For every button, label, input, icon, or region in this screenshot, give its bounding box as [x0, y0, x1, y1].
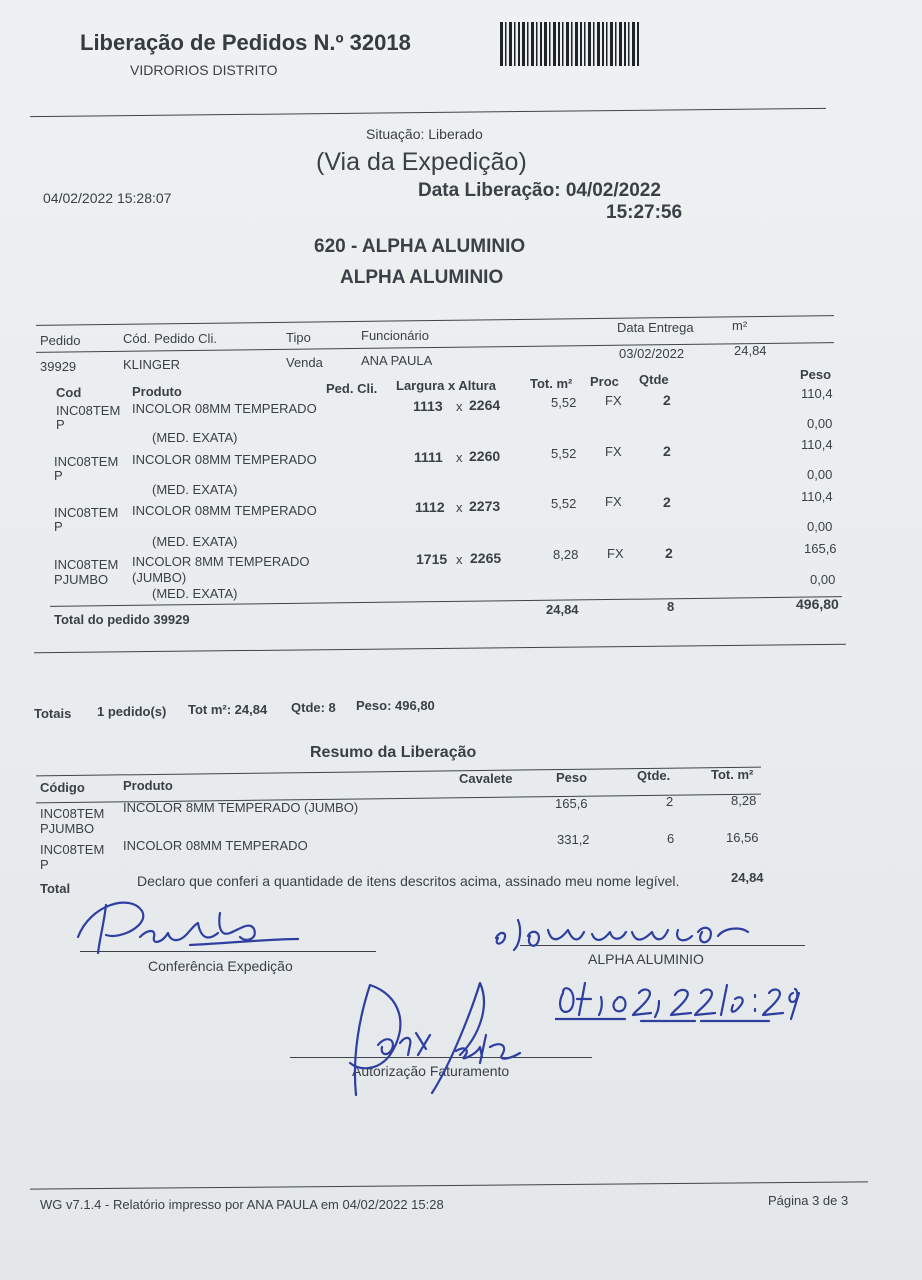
handwritten-signature-authorization: [330, 975, 540, 1105]
totals-label: Totais: [34, 706, 72, 721]
item-product: INCOLOR 08MM TEMPERADO: [132, 503, 317, 518]
handwritten-signature-client: [492, 910, 762, 960]
order-total-weight: 496,80: [796, 596, 839, 612]
order-total-label: Total do pedido 39929: [54, 612, 190, 627]
item-height: 2264: [469, 397, 501, 413]
item-height: 2273: [469, 498, 501, 514]
totals-m2: Tot m²: 24,84: [188, 702, 268, 717]
item-weight: 110,4: [801, 489, 833, 504]
summary-row-weight: 165,6: [555, 796, 588, 811]
totals-weight: Peso: 496,80: [356, 698, 435, 713]
item-code: INC08TEM: [54, 454, 119, 469]
item-note: (MED. EXATA): [152, 430, 238, 445]
item-width: 1113: [413, 398, 443, 414]
col-pedido: Pedido: [40, 333, 81, 348]
summary-col-cavalete: Cavalete: [459, 771, 513, 786]
summary-row-qty: 6: [667, 831, 675, 846]
item-total-m2: 5,52: [551, 496, 577, 511]
col-data-entrega: Data Entrega: [617, 320, 694, 335]
item-weight-extra: 0,00: [807, 467, 833, 482]
summary-col-codigo: Código: [40, 780, 85, 795]
company-name: VIDRORIOS DISTRITO: [130, 62, 278, 78]
order-total-qty: 8: [667, 599, 675, 614]
signature-label-client: ALPHA ALUMINIO: [588, 951, 704, 967]
totals-orders: 1 pedido(s): [97, 704, 167, 719]
item-qty: 2: [663, 443, 671, 459]
signature-label-expedicao: Conferência Expedição: [148, 958, 293, 974]
client-name: 620 - ALPHA ALUMINIO: [314, 236, 526, 257]
item-proc: FX: [605, 393, 622, 408]
item-code: INC08TEM: [56, 403, 121, 418]
summary-total-m2: 24,84: [731, 870, 764, 885]
col-funcionario: Funcionário: [361, 328, 429, 343]
item-width: 1112: [415, 499, 445, 515]
summary-row-weight: 331,2: [557, 832, 590, 847]
summary-row-code-suffix: PJUMBO: [40, 821, 95, 836]
item-proc: FX: [605, 494, 622, 509]
divider: [30, 108, 826, 117]
order-number: 39929: [40, 359, 77, 374]
col-tipo: Tipo: [286, 330, 311, 345]
item-qty: 2: [663, 494, 671, 510]
item-dim-separator: x: [456, 450, 463, 465]
item-note: (MED. EXATA): [152, 586, 238, 601]
summary-row-product: INCOLOR 8MM TEMPERADO (JUMBO): [123, 800, 359, 815]
item-code: INC08TEM: [54, 557, 119, 572]
items-col-proc: Proc: [590, 374, 619, 389]
summary-col-produto: Produto: [123, 778, 173, 793]
item-product-extra: (JUMBO): [132, 570, 187, 585]
item-code-suffix: P: [56, 417, 65, 432]
item-dim-separator: x: [456, 500, 463, 515]
status-label: Situação: Liberado: [366, 126, 483, 142]
item-total-m2: 8,28: [553, 547, 579, 562]
handwritten-signature-conferencia: [70, 885, 300, 960]
summary-title: Resumo da Liberação: [310, 744, 477, 761]
item-weight-extra: 0,00: [807, 519, 833, 534]
summary-col-qtde: Qtde.: [637, 768, 671, 783]
item-code: INC08TEM: [54, 505, 119, 520]
order-delivery-date: 03/02/2022: [619, 346, 685, 361]
footer-page-number: Página 3 de 3: [768, 1193, 849, 1208]
items-col-cod: Cod: [56, 385, 82, 400]
items-col-dims: Largura x Altura: [396, 378, 496, 393]
order-client-code: KLINGER: [123, 357, 181, 372]
divider: [30, 1181, 868, 1189]
items-col-qtde: Qtde: [639, 372, 669, 387]
order-m2: 24,84: [734, 343, 767, 358]
barcode-icon: [500, 22, 640, 66]
totals-qty: Qtde: 8: [291, 700, 336, 715]
item-code-suffix: P: [54, 468, 63, 483]
col-cod-pedido-cli: Cód. Pedido Cli.: [123, 331, 217, 346]
release-time: 15:27:56: [606, 202, 683, 223]
divider: [36, 315, 834, 326]
item-weight: 110,4: [801, 437, 833, 452]
item-dim-separator: x: [456, 399, 463, 414]
summary-total-label: Total: [40, 881, 71, 896]
order-type: Venda: [286, 355, 323, 370]
item-weight: 165,6: [804, 541, 837, 556]
item-product: INCOLOR 08MM TEMPERADO: [132, 401, 317, 416]
release-date: Data Liberação: 04/02/2022: [418, 180, 661, 201]
item-height: 2265: [470, 550, 502, 566]
item-qty: 2: [665, 545, 673, 561]
item-note: (MED. EXATA): [152, 534, 238, 549]
col-m2: m²: [732, 318, 748, 333]
item-code-suffix: PJUMBO: [54, 572, 109, 587]
footer-report-info: WG v7.1.4 - Relatório impresso por ANA PAULA em 04/02/2022 15:28: [40, 1197, 444, 1212]
summary-row-product: INCOLOR 08MM TEMPERADO: [123, 838, 308, 853]
item-product: INCOLOR 8MM TEMPERADO: [132, 554, 310, 569]
summary-row-qty: 2: [666, 794, 674, 809]
declaration-text: Declaro que conferi a quantidade de itens descritos acima, assinado meu nome legível.: [137, 873, 680, 889]
item-code-suffix: P: [54, 519, 63, 534]
client-name-secondary: ALPHA ALUMINIO: [340, 267, 504, 288]
signature-label-faturamento: Autorização Faturamento: [352, 1063, 510, 1079]
copy-type-label: (Via da Expedição): [316, 148, 527, 176]
order-total-m2: 24,84: [546, 602, 579, 617]
summary-row-code-suffix: P: [40, 857, 49, 872]
item-proc: FX: [607, 546, 624, 561]
items-col-produto: Produto: [132, 384, 182, 399]
item-dim-separator: x: [456, 552, 463, 567]
item-qty: 2: [663, 392, 671, 408]
document-title: Liberação de Pedidos N.º 32018: [80, 30, 411, 55]
item-total-m2: 5,52: [551, 395, 577, 410]
summary-col-tot: Tot. m²: [711, 767, 754, 782]
printed-timestamp: 04/02/2022 15:28:07: [43, 190, 172, 206]
summary-row-code: INC08TEM: [40, 806, 105, 821]
item-product: INCOLOR 08MM TEMPERADO: [132, 452, 317, 467]
item-width: 1111: [414, 449, 443, 465]
item-total-m2: 5,52: [551, 446, 577, 461]
items-col-ped-cli: Ped. Cli.: [326, 381, 378, 396]
summary-row-code: INC08TEM: [40, 842, 105, 857]
item-width: 1715: [416, 551, 448, 567]
summary-row-tot: 16,56: [726, 830, 759, 845]
item-note: (MED. EXATA): [152, 482, 238, 497]
items-col-tot: Tot. m²: [530, 376, 573, 391]
divider: [34, 644, 846, 654]
items-col-peso: Peso: [800, 367, 832, 382]
item-proc: FX: [605, 444, 622, 459]
handwritten-date: [555, 975, 805, 1025]
item-height: 2260: [469, 448, 501, 464]
order-employee: ANA PAULA: [361, 353, 433, 368]
item-weight-extra: 0,00: [810, 572, 836, 587]
item-weight-extra: 0,00: [807, 416, 833, 431]
summary-row-tot: 8,28: [731, 793, 757, 808]
summary-col-peso: Peso: [556, 770, 588, 785]
item-weight: 110,4: [801, 386, 833, 401]
